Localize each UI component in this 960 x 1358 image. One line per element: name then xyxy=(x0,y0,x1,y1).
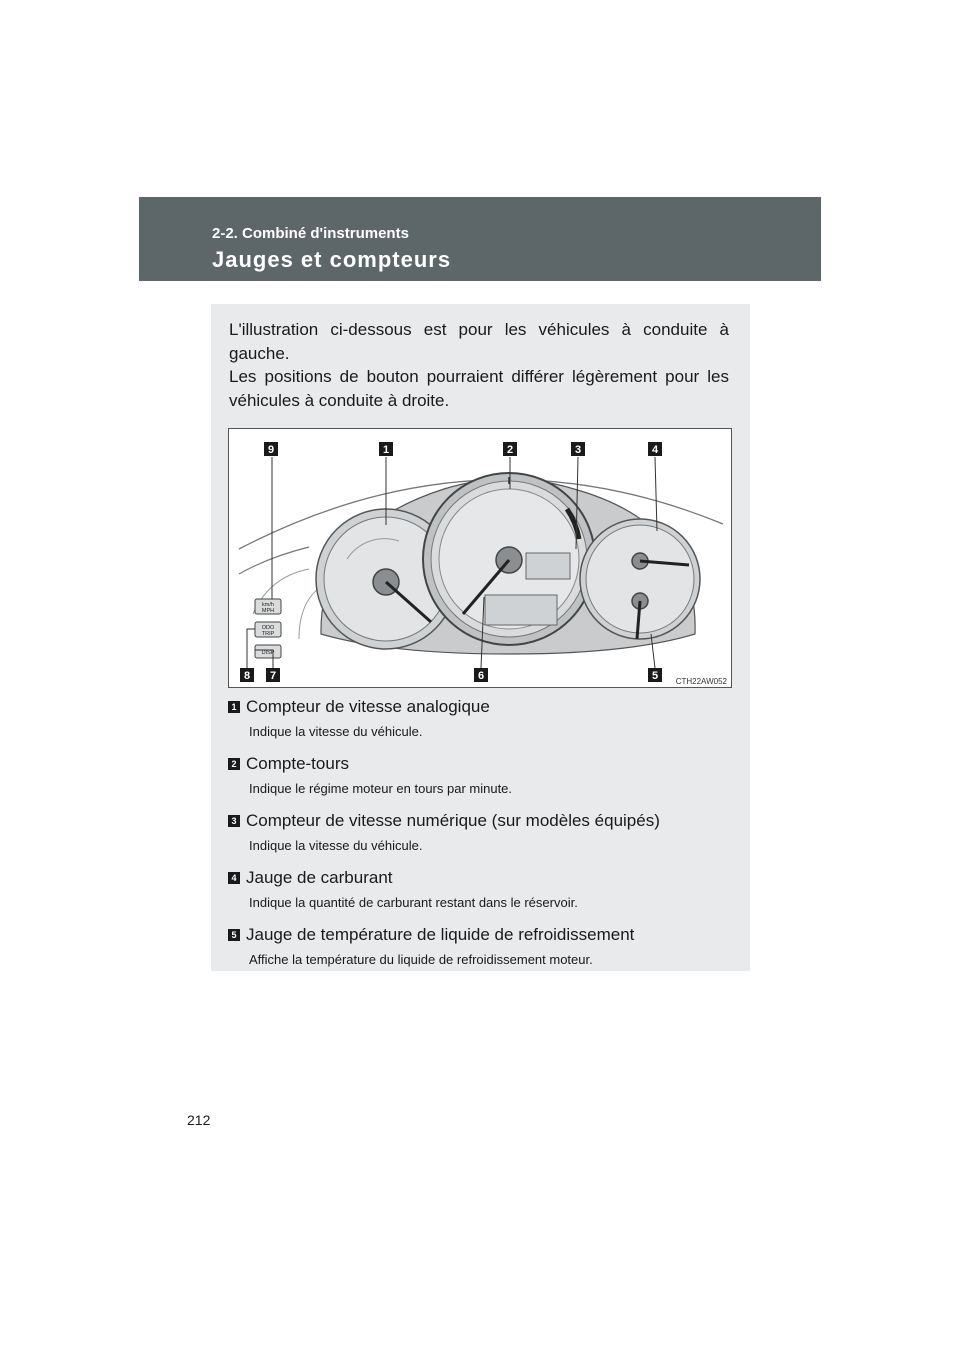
item-title: Compteur de vitesse numérique (sur modèles équipés) xyxy=(246,811,660,830)
item-title: Compteur de vitesse analogique xyxy=(246,697,490,716)
content-panel xyxy=(211,304,750,971)
legend-list xyxy=(228,696,743,981)
callout-1: 1 xyxy=(382,444,390,456)
item-title: Compte-tours xyxy=(246,754,349,773)
item-description: Indique la vitesse du véhicule. xyxy=(249,838,423,853)
list-item xyxy=(228,753,743,798)
figure-code: CTH22AW052 xyxy=(675,677,727,686)
item-title: Jauge de température de liquide de refroidissement xyxy=(246,925,635,944)
button-trip-label: TRIP xyxy=(261,631,275,637)
item-title: Jauge de carburant xyxy=(246,868,393,887)
callout-9: 9 xyxy=(267,444,275,456)
button-mph-label: MPH xyxy=(261,608,275,614)
item-number-badge: 3 xyxy=(228,815,240,827)
item-number-badge: 2 xyxy=(228,758,240,770)
callout-8: 8 xyxy=(243,670,251,682)
callout-2: 2 xyxy=(506,444,514,456)
callout-5: 5 xyxy=(651,670,659,682)
item-description: Indique le régime moteur en tours par minute. xyxy=(249,781,513,796)
item-description: Indique la quantité de carburant restant dans le réservoir. xyxy=(249,895,578,910)
callout-6: 6 xyxy=(477,670,485,682)
item-number-badge: 1 xyxy=(228,701,240,713)
cluster-illustration xyxy=(229,429,732,688)
callout-4: 4 xyxy=(651,444,659,456)
callout-3: 3 xyxy=(574,444,582,456)
callout-7: 7 xyxy=(269,670,277,682)
item-description: Affiche la température du liquide de refroidissement moteur. xyxy=(249,952,593,967)
intro-line-1: L'illustration ci-dessous est pour les véhicules à conduite à gauche. xyxy=(229,320,729,363)
instrument-cluster-figure xyxy=(228,428,732,688)
button-kmh-label: km/h xyxy=(262,602,274,608)
list-item xyxy=(228,867,743,912)
list-item xyxy=(228,810,743,855)
list-item xyxy=(228,924,743,969)
section-label: 2-2. Combiné d'instruments xyxy=(212,225,409,242)
list-item xyxy=(228,696,743,741)
item-number-badge: 4 xyxy=(228,872,240,884)
intro-line-2: Les positions de bouton pourraient différer légèrement pour les véhicules à conduite à droite. xyxy=(229,367,729,410)
button-odo-label: ODO xyxy=(261,625,275,631)
item-number-badge: 5 xyxy=(228,929,240,941)
intro-text xyxy=(229,318,729,412)
page-number: 212 xyxy=(187,1112,211,1128)
page-title: Jauges et compteurs xyxy=(212,247,452,272)
section-header xyxy=(139,197,821,281)
button-disp-label: DISP xyxy=(261,650,275,656)
item-description: Indique la vitesse du véhicule. xyxy=(249,724,423,739)
